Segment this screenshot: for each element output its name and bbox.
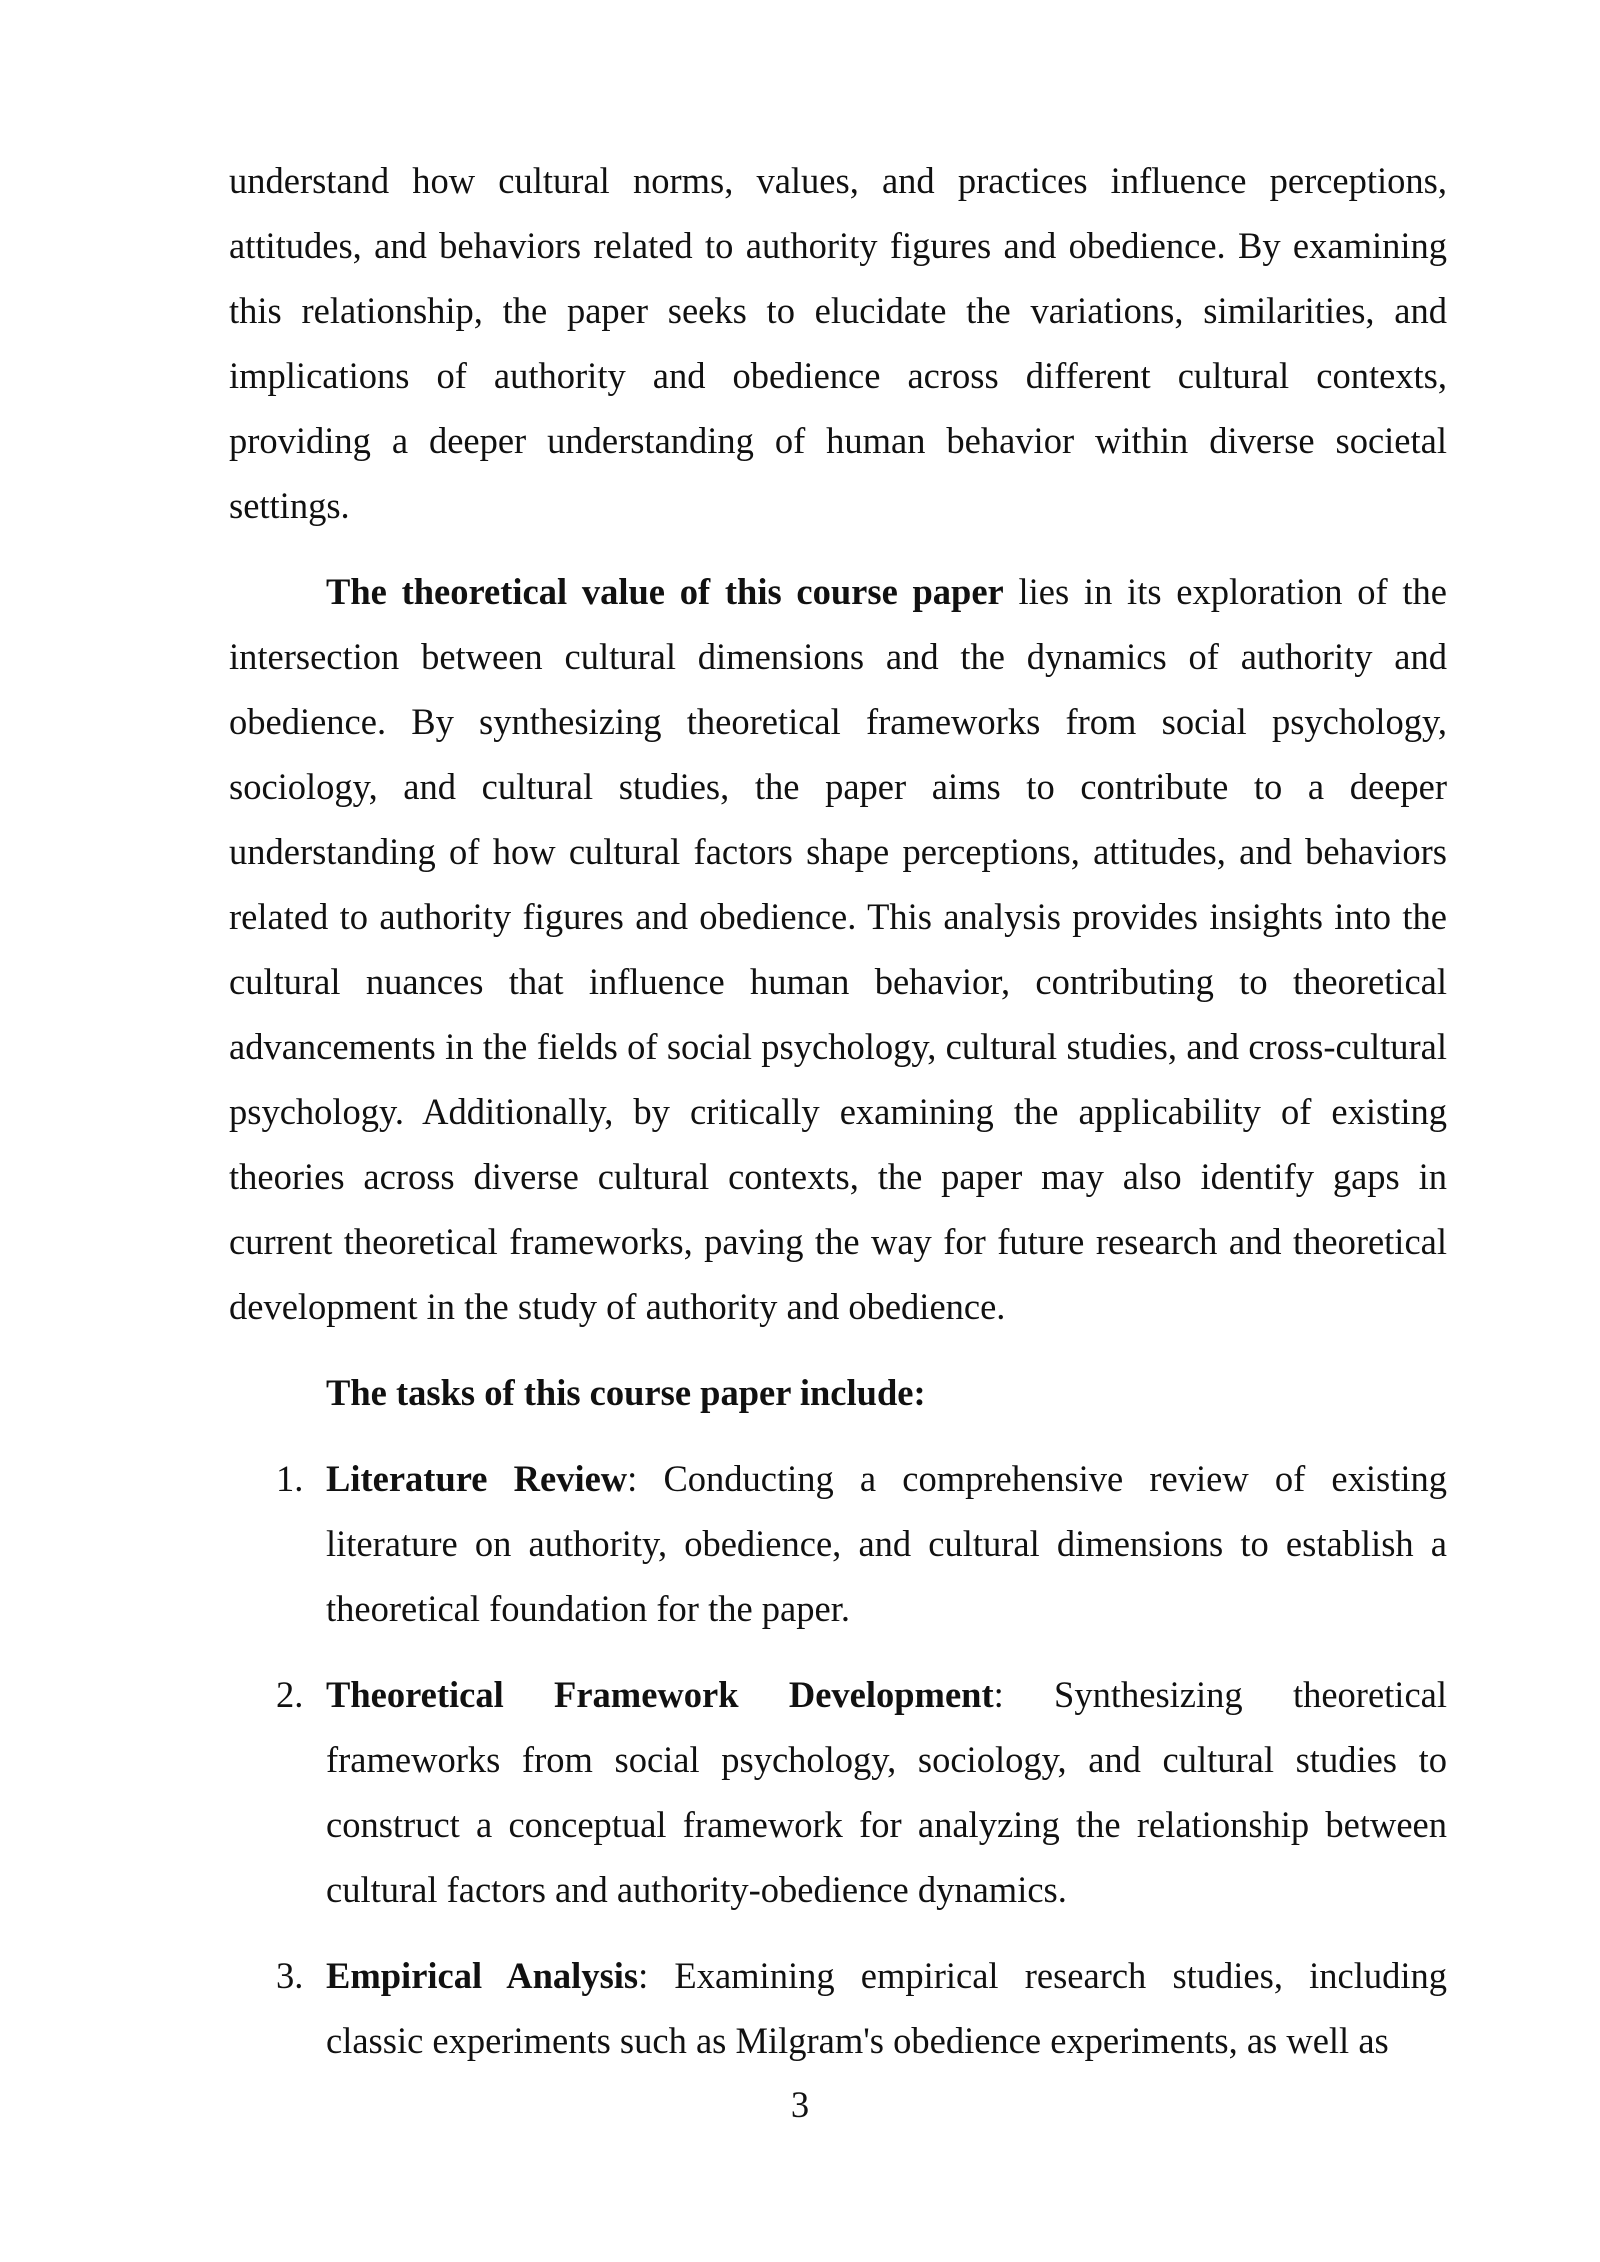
list-item-number: 2.: [276, 1674, 304, 1715]
paragraph-theoretical-value: [229, 559, 1447, 1339]
list-item-title: Theoretical Framework Development: [326, 1674, 994, 1715]
list-item-number: 1.: [276, 1458, 304, 1499]
tasks-heading: The tasks of this course paper include:: [326, 1372, 926, 1413]
list-item-title: Literature Review: [326, 1458, 628, 1499]
list-item-text: : Synthesizing theoretical frameworks from social psychology, sociology, and cultural studies to construct a conceptual framework for analyzing the relationship between cultural factors and authority-obedience dynamics.: [326, 1674, 1447, 1910]
list-item: [229, 1446, 1447, 1641]
paragraph-intro-continuation: understand how cultural norms, values, and practices influence perceptions, attitudes, and behaviors related to authority figures and obedience. By examining this relationship, the paper seeks to elucidate the variations, similarities, and implications of authority and obedience across different cultural contexts, providing a deeper understanding of human behavior within diverse societal settings.: [229, 160, 1447, 526]
list-item-text: : Conducting a comprehensive review of existing literature on authority, obedience, and cultural dimensions to establish a theoretical foundation for the paper.: [326, 1458, 1447, 1629]
list-item-text: : Examining empirical research studies, including classic experiments such as Milgram's obedience experiments, as well as: [326, 1955, 1447, 2061]
list-item: [229, 1943, 1447, 2073]
list-item: [229, 1662, 1447, 1922]
theoretical-value-lead: The theoretical value of this course paper: [326, 571, 1004, 612]
document-page: [229, 148, 1447, 2094]
list-item-number: 3.: [276, 1955, 304, 1996]
page-number: 3: [790, 2084, 810, 2125]
list-item-title: Empirical Analysis: [326, 1955, 639, 1996]
tasks-list: [229, 1446, 1447, 2073]
theoretical-value-text: lies in its exploration of the intersection between cultural dimensions and the dynamics of authority and obedience. By synthesizing theoretical frameworks from social psychology, sociology, and cultural studies, the paper aims to contribute to a deeper understanding of how cultural factors shape perceptions, attitudes, and behaviors related to authority figures and obedience. This analysis provides insights into the cultural nuances that influence human behavior, contributing to theoretical advancements in the fields of social psychology, cultural studies, and cross-cultural psychology. Additionally, by critically examining the applicability of existing theories across diverse cultural contexts, the paper may also identify gaps in current theoretical frameworks, paving the way for future research and theoretical development in the study of authority and obedience.: [229, 571, 1447, 1327]
